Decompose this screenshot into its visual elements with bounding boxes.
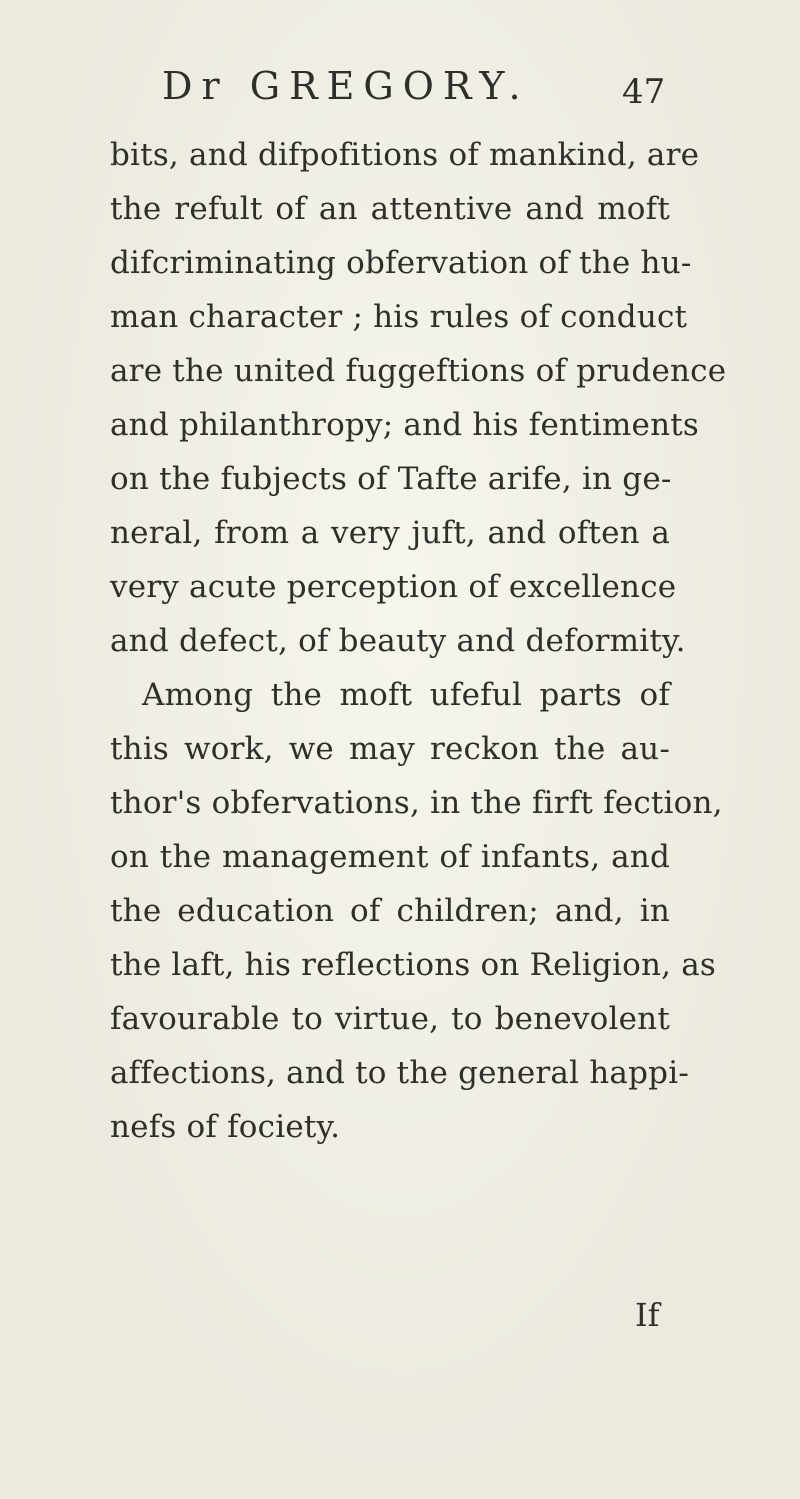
text-line: the education of children; and, in [110, 893, 670, 929]
page-number: 47 [622, 72, 666, 112]
text-line: man character ; his rules of conduct [110, 299, 688, 335]
text-line: thor's obfervations, in the firft fection, [110, 785, 723, 821]
text-line: on the fubjects of Tafte arife, in ge- [110, 461, 672, 497]
text-line: and defect, of beauty and deformity. [110, 623, 686, 659]
running-head: Dr GREGORY. [162, 64, 530, 108]
paragraph-start-line: Among the moft ufeful parts of [142, 677, 670, 713]
text-line: affections, and to the general happi- [110, 1055, 689, 1091]
text-line: this work, we may reckon the au- [110, 731, 670, 767]
text-line: are the united fuggeftions of prudence [110, 353, 727, 389]
text-line: bits, and difpofitions of mankind, are [110, 137, 700, 173]
text-line: very acute perception of excellence [110, 569, 677, 605]
paragraph-end-line: nefs of fociety. [110, 1109, 341, 1145]
text-line: neral, from a very juft, and often a [110, 515, 670, 551]
page-header [162, 62, 682, 122]
catchword: If [635, 1296, 660, 1334]
text-line: the refult of an attentive and moft [110, 191, 670, 227]
text-line: and philanthropy; and his fentiments [110, 407, 700, 443]
text-line: favourable to virtue, to benevolent [110, 1001, 670, 1037]
body-text [110, 128, 727, 1154]
text-line: difcriminating obfervation of the hu- [110, 245, 692, 281]
text-line: on the management of infants, and [110, 839, 670, 875]
text-line: the laft, his reflections on Religion, as [110, 947, 717, 983]
